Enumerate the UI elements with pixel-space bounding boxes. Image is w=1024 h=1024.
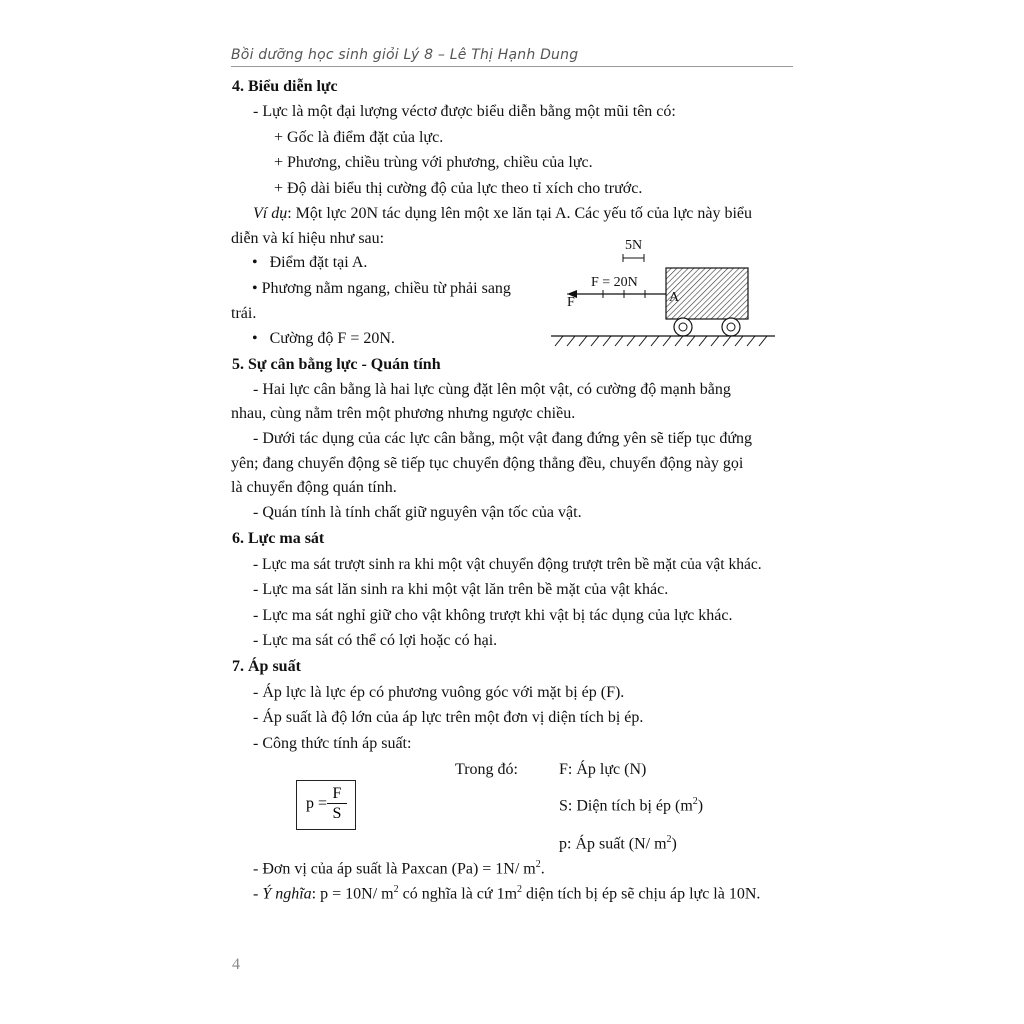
formula-denominator: S [332,805,342,822]
bullet-1-text: Điểm đặt tại A. [269,254,368,271]
s4-line-4: + Độ dài biểu thị cường độ của lực theo tỉ xích cho trước. [274,180,643,197]
def-p-close: ) [671,835,677,853]
def-s-text: S: Diện tích bị ép (m [559,797,693,815]
def-f: F: Áp lực (N) [559,761,647,778]
s7-meaning-line: - Ý nghĩa: p = 10N/ $m^2$ có nghĩa là cứ $1m^2$ diện tích bị ép sẽ chịu áp lực là 10N. [253,884,761,903]
s6-line-2: - Lực ma sát lăn sinh ra khi một vật lăn trên bề mặt của vật khác. [253,581,669,598]
bullet-dot-icon: • [252,254,270,271]
scale-label: 5N [625,238,643,253]
example-label: Ví dụ [253,205,288,222]
def-s-close: ) [697,797,704,815]
section-5-title: 5. Sự cân bằng lực - Quán tính [232,356,441,373]
unit-dot: . [540,860,545,878]
section-4-title: 4. Biểu diễn lực [232,78,338,95]
def-p-text: p: Áp suất (N/ m [559,835,667,853]
vector-label: F [567,295,575,310]
s5-line-3: - Quán tính là tính chất giữ nguyên vận tốc của vật. [253,504,582,521]
def-p [559,834,677,853]
bullet-1 [252,254,367,272]
formula-numerator: F [327,784,347,804]
example-text: : Một lực 20N tác dụng lên một xe lăn tại A. Các yếu tố của lực này biểu [287,205,752,222]
page-number: 4 [232,956,240,973]
section-7-title: 7. Áp suất [232,658,301,675]
s4-line-2: + Gốc là điểm đặt của lực. [274,129,444,146]
s4-line-3: + Phương, chiều trùng với phương, chiều của lực. [274,154,593,171]
bullet-2 [252,280,511,298]
s7-line-2: - Áp suất là độ lớn của áp lực trên một đơn vị diện tích bị ép. [253,709,644,726]
def-s [559,796,703,815]
formula-fraction [327,784,347,824]
s4-example-line [253,205,752,223]
force-label: F = 20N [591,275,638,290]
s5-line-2a: - Dưới tác dụng của các lực cân bằng, một vật đang đứng yên sẽ tiếp tục đứng [253,430,752,447]
section-6-title: 6. Lực ma sát [232,530,325,547]
meaning-exp-2: 2 [517,884,523,895]
s7-line-1: - Áp lực là lực ép có phương vuông góc với mặt bị ép (F). [253,684,625,701]
wheel-left-hub [679,323,687,331]
where-label: Trong đó: [455,761,518,778]
meaning-c: diện tích bị ép sẽ chịu áp lực là 10N. [522,885,761,903]
bullet-dot-icon: • [252,280,262,297]
bullet-3-text: Cường độ F = 20N. [269,330,395,347]
s7-unit-line [253,859,545,878]
unit-exp: 2 [535,859,541,870]
s4-example-line-2: diễn và kí hiệu như sau: [231,230,385,247]
def-p-exp: 2 [666,834,672,845]
s6-line-1: - Lực ma sát trượt sinh ra khi một vật chuyển động trượt trên bề mặt của vật khác. [253,556,762,573]
s4-line-1: - Lực là một đại lượng véctơ được biểu diễn bằng một mũi tên có: [253,103,676,120]
unit-text: - Đơn vị của áp suất là Paxcan (Pa) = 1N/ m [253,860,536,878]
force-diagram [545,230,785,355]
meaning-a: : p = 10N/ m [311,885,394,903]
running-header: Bồi dưỡng học sinh giỏi Lý 8 – Lê Thị Hạnh Dung [231,47,793,67]
meaning-exp-1: 2 [393,884,399,895]
point-a-label: A [669,290,680,305]
s5-line-1a: - Hai lực cân bằng là hai lực cùng đặt lên một vật, có cường độ mạnh bằng [253,381,731,398]
meaning-label: Ý nghĩa [262,885,312,903]
bullet-2-cont: trái. [231,305,257,322]
s7-line-3: - Công thức tính áp suất: [253,735,412,752]
bullet-3 [252,330,395,348]
bullet-2-text: Phương nằm ngang, chiều từ phải sang [261,280,511,297]
ground-hatching [555,336,767,346]
meaning-b: có nghĩa là cứ 1m [398,885,518,903]
pressure-formula-box [296,780,356,830]
s5-line-1b: nhau, cùng nằm trên một phương nhưng ngược chiều. [231,405,576,422]
bullet-dot-icon: • [252,330,270,347]
s5-line-2c: là chuyển động quán tính. [231,479,397,496]
s6-line-3: - Lực ma sát nghỉ giữ cho vật không trượt khi vật bị tác dụng của lực khác. [253,607,733,624]
s5-line-2b: yên; đang chuyển động sẽ tiếp tục chuyển động thẳng đều, chuyển động này gọi [231,455,744,472]
formula-p: p = [306,795,328,812]
wheel-right-hub [727,323,735,331]
def-s-exp: 2 [692,796,698,807]
s6-line-4: - Lực ma sát có thể có lợi hoặc có hại. [253,632,498,649]
